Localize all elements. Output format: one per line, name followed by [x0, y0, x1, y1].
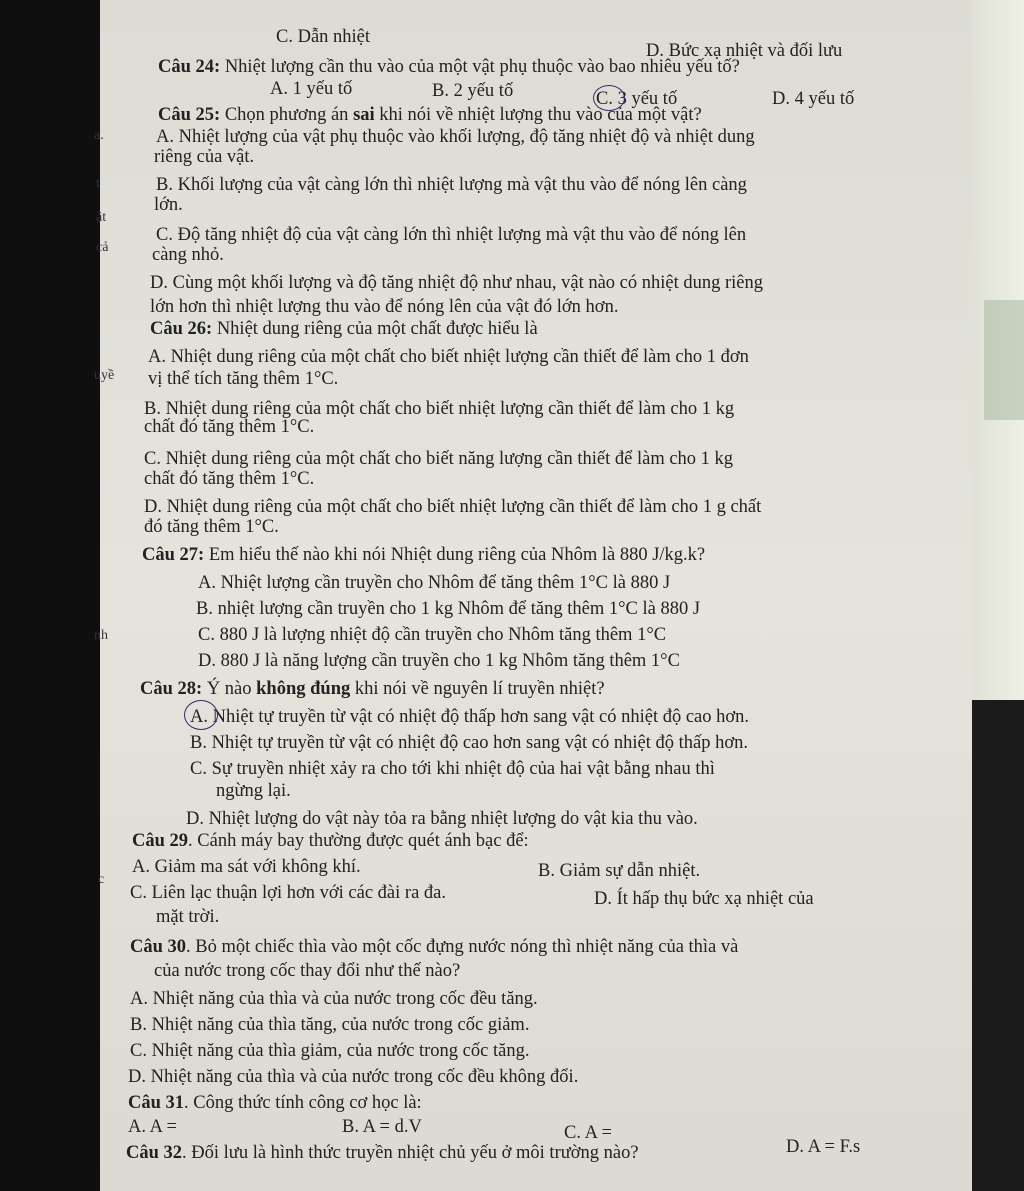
q29-option-b: B. Giảm sự dẫn nhiệt.: [538, 861, 701, 881]
q26-number: Câu 26:: [150, 319, 213, 339]
q31-question: [128, 1092, 422, 1114]
answer-circle-mark: [184, 700, 218, 730]
q26-option-d-line2: đó tăng thêm 1°C.: [144, 517, 279, 537]
q26-option-b-line2: chất đó tăng thêm 1°C.: [144, 417, 315, 437]
q29-option-c: C. Liên lạc thuận lợi hơn với các đài ra đa.: [130, 883, 446, 903]
margin-fragment: nh: [94, 628, 108, 643]
q29-question: [132, 830, 529, 852]
q24-question: [158, 56, 740, 78]
q26-option-c-line1: C. Nhiệt dung riêng của một chất cho biết năng lượng cần thiết để làm cho 1 kg: [144, 449, 734, 469]
q32-number: Câu 32: [126, 1143, 183, 1163]
q32-question: [126, 1142, 639, 1164]
q27-option-a: A. Nhiệt lượng cần truyền cho Nhôm để tăng thêm 1°C là 880 J: [198, 573, 671, 593]
q24-option-a: A. 1 yếu tố: [270, 79, 353, 99]
q31-option-b: B. A = d.V: [342, 1117, 422, 1137]
q31-option-c: C. A =: [564, 1123, 612, 1143]
q27-question: [142, 544, 705, 566]
q30-question-line2: của nước trong cốc thay đổi như thế nào?: [154, 961, 461, 981]
q30-option-d: D. Nhiệt năng của thìa và của nước trong cốc đều không đổi.: [128, 1067, 579, 1087]
q29-option-a: A. Giảm ma sát với không khí.: [132, 857, 361, 877]
q29-text: . Cánh máy bay thường được quét ánh bạc để:: [188, 831, 529, 851]
q28-option-a: A. Nhiệt tự truyền từ vật có nhiệt độ thấp hơn sang vật có nhiệt độ cao hơn.: [190, 707, 750, 727]
q28-text-post: khi nói về nguyên lí truyền nhiệt?: [350, 679, 605, 699]
q25-option-a-line1: A. Nhiệt lượng của vật phụ thuộc vào khối lượng, độ tăng nhiệt độ và nhiệt dung: [156, 127, 755, 147]
q25-option-c-line1: C. Độ tăng nhiệt độ của vật càng lớn thì nhiệt lượng mà vật thu vào để nóng lên: [156, 225, 747, 245]
q27-option-b: B. nhiệt lượng cần truyền cho 1 kg Nhôm để tăng thêm 1°C là 880 J: [196, 599, 701, 619]
q31-text: . Công thức tính công cơ học là:: [184, 1093, 422, 1113]
margin-fragment: uyề: [94, 368, 115, 383]
q26-text: Nhiệt dung riêng của một chất được hiểu là: [212, 319, 538, 339]
q26-option-c-line2: chất đó tăng thêm 1°C.: [144, 469, 315, 489]
margin-fragment: t: [96, 176, 100, 191]
q30-option-c: C. Nhiệt năng của thìa giảm, của nước trong cốc tăng.: [130, 1041, 530, 1061]
q24-text: Nhiệt lượng cần thu vào của một vật phụ thuộc vào bao nhiêu yếu tố?: [220, 57, 740, 77]
q25-option-d-line1: D. Cùng một khối lượng và độ tăng nhiệt độ như nhau, vật nào có nhiệt dung riêng: [150, 273, 764, 293]
q25-option-b-line2: lớn.: [154, 195, 183, 215]
q30-question-line1: [130, 936, 738, 958]
q31-option-a: A. A =: [128, 1117, 177, 1137]
q25-keyword: sai: [353, 105, 375, 125]
q26-option-a-line2: vị thể tích tăng thêm 1°C.: [148, 369, 339, 389]
margin-fragment: ật: [96, 210, 107, 225]
q28-option-b: B. Nhiệt tự truyền từ vật có nhiệt độ cao hơn sang vật có nhiệt độ thấp hơn.: [190, 733, 749, 753]
q27-option-d: D. 880 J là năng lượng cần truyền cho 1 kg Nhôm tăng thêm 1°C: [198, 651, 680, 671]
q24-number: Câu 24:: [158, 57, 221, 77]
q28-option-d: D. Nhiệt lượng do vật này tỏa ra bằng nhiệt lượng do vật kia thu vào.: [186, 809, 698, 829]
margin-fragment: cả: [96, 240, 109, 255]
q28-keyword: không đúng: [256, 679, 351, 699]
q26-option-b-line1: B. Nhiệt dung riêng của một chất cho biết nhiệt lượng cần thiết để làm cho 1 kg: [144, 399, 735, 419]
q27-option-c: C. 880 J là lượng nhiệt độ cần truyền cho Nhôm tăng thêm 1°C: [198, 625, 667, 645]
q24-option-b: B. 2 yếu tố: [432, 81, 514, 101]
worksheet-page: [94, 0, 972, 1191]
q31-number: Câu 31: [128, 1093, 185, 1113]
q24-option-c: C. 3 yếu tố: [596, 89, 678, 109]
q27-number: Câu 27:: [142, 545, 205, 565]
q28-text-pre: Ý nào: [202, 679, 257, 699]
q30-number: Câu 30: [130, 937, 187, 957]
q28-number: Câu 28:: [140, 679, 203, 699]
q26-option-d-line1: D. Nhiệt dung riêng của một chất cho biết nhiệt lượng cần thiết để làm cho 1 g chất: [144, 497, 762, 517]
q25-text-pre: Chọn phương án: [220, 105, 354, 125]
q31-option-d: D. A = F.s: [786, 1137, 861, 1157]
q25-text-post: khi nói về nhiệt lượng thu vào của một vật?: [374, 105, 702, 125]
q25-number: Câu 25:: [158, 105, 221, 125]
q25-option-c-line2: càng nhỏ.: [152, 245, 224, 265]
margin-fragment: c: [98, 872, 105, 887]
q28-question: [140, 678, 605, 700]
q25-option-b-line1: B. Khối lượng của vật càng lớn thì nhiệt lượng mà vật thu vào để nóng lên càng: [156, 175, 747, 195]
q28-option-c-line2: ngừng lại.: [216, 781, 291, 801]
q23-option-c: C. Dẫn nhiệt: [276, 27, 371, 47]
margin-fragment: a.: [94, 128, 104, 143]
q26-option-a-line1: A. Nhiệt dung riêng của một chất cho biết nhiệt lượng cần thiết để làm cho 1 đơn: [148, 347, 749, 367]
q30-text: . Bỏ một chiếc thìa vào một cốc đựng nước nóng thì nhiệt năng của thìa và: [186, 937, 739, 957]
q29-option-d-line2: mặt trời.: [156, 907, 220, 927]
q30-option-b: B. Nhiệt năng của thìa tăng, của nước trong cốc giảm.: [130, 1015, 530, 1035]
q23-option-d: D. Bức xạ nhiệt và đối lưu: [646, 41, 843, 61]
q25-question: [158, 104, 702, 126]
neighbor-page-tint: [984, 300, 1024, 420]
q24-option-d: D. 4 yếu tố: [772, 89, 855, 109]
q25-option-d-line2: lớn hơn thì nhiệt lượng thu vào để nóng lên của vật đó lớn hơn.: [150, 297, 619, 317]
q25-option-a-line2: riêng của vật.: [154, 147, 255, 167]
q32-text: . Đối lưu là hình thức truyền nhiệt chủ yếu ở môi trường nào?: [182, 1143, 639, 1163]
q28-option-c-line1: C. Sự truyền nhiệt xảy ra cho tới khi nhiệt độ của hai vật bằng nhau thì: [190, 759, 715, 779]
q27-text: Em hiểu thế nào khi nói Nhiệt dung riêng của Nhôm là 880 J/kg.k?: [204, 545, 706, 565]
q26-question: [150, 318, 538, 340]
q29-option-d-line1: D. Ít hấp thụ bức xạ nhiệt của: [594, 889, 814, 909]
q29-number: Câu 29: [132, 831, 189, 851]
dark-background-left: [0, 0, 100, 1191]
q30-option-a: A. Nhiệt năng của thìa và của nước trong cốc đều tăng.: [130, 989, 538, 1009]
